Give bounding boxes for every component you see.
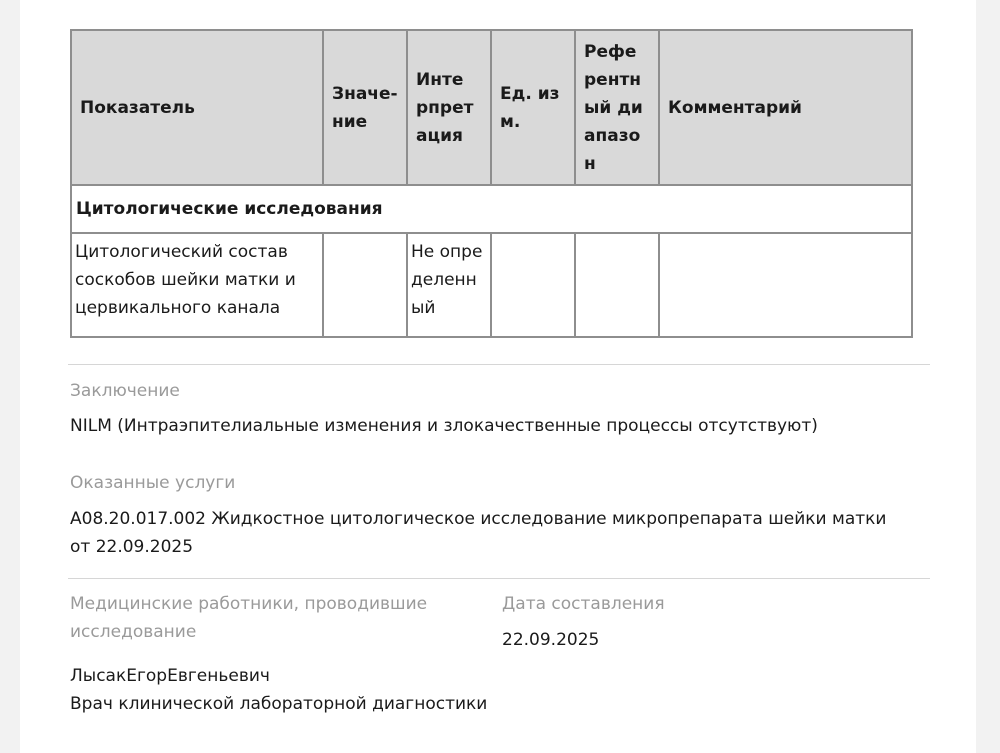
- table-row: [71, 233, 912, 337]
- cell-comment: [659, 233, 912, 337]
- header-comment: Комментарий: [659, 30, 912, 185]
- report-page: [20, 0, 976, 753]
- services-value: A08.20.017.002 Жидкостное цитологическое исследование микропрепарата шейки матки от 22.09.2025: [70, 509, 887, 557]
- results-table: [70, 29, 913, 338]
- table-header-row: [71, 30, 912, 185]
- header-indicator: Показатель: [71, 30, 323, 185]
- header-reference-range: Референтный диапазон: [575, 30, 659, 185]
- section-row: [71, 185, 912, 233]
- conclusion-value: NILM (Интраэпителиальные изменения и злокачественные процессы отсутствуют): [70, 416, 818, 436]
- services-label: Оказанные услуги: [70, 473, 236, 493]
- cell-unit: [491, 233, 575, 337]
- header-unit: Ед. изм.: [491, 30, 575, 185]
- header-interpretation: Интерпретация: [407, 30, 491, 185]
- divider: [68, 364, 930, 365]
- staff-position: Врач клинической лабораторной диагностики: [70, 694, 488, 714]
- date-label: Дата составления: [502, 594, 665, 614]
- cell-reference: [575, 233, 659, 337]
- date-value: 22.09.2025: [502, 630, 600, 650]
- cell-value: [323, 233, 407, 337]
- section-title: Цитологические исследования: [71, 185, 912, 233]
- staff-name: ЛысакЕгорЕвгеньевич: [70, 666, 270, 686]
- header-value: Значение: [323, 30, 407, 185]
- conclusion-label: Заключение: [70, 381, 180, 401]
- staff-label: Медицинские работники, проводившие исследование: [70, 594, 428, 642]
- cell-interpretation: Не определенный: [407, 233, 491, 337]
- cell-indicator: Цитологический состав соскобов шейки матки и цервикального канала: [71, 233, 323, 337]
- divider: [68, 578, 930, 579]
- page-edge: [976, 0, 1000, 753]
